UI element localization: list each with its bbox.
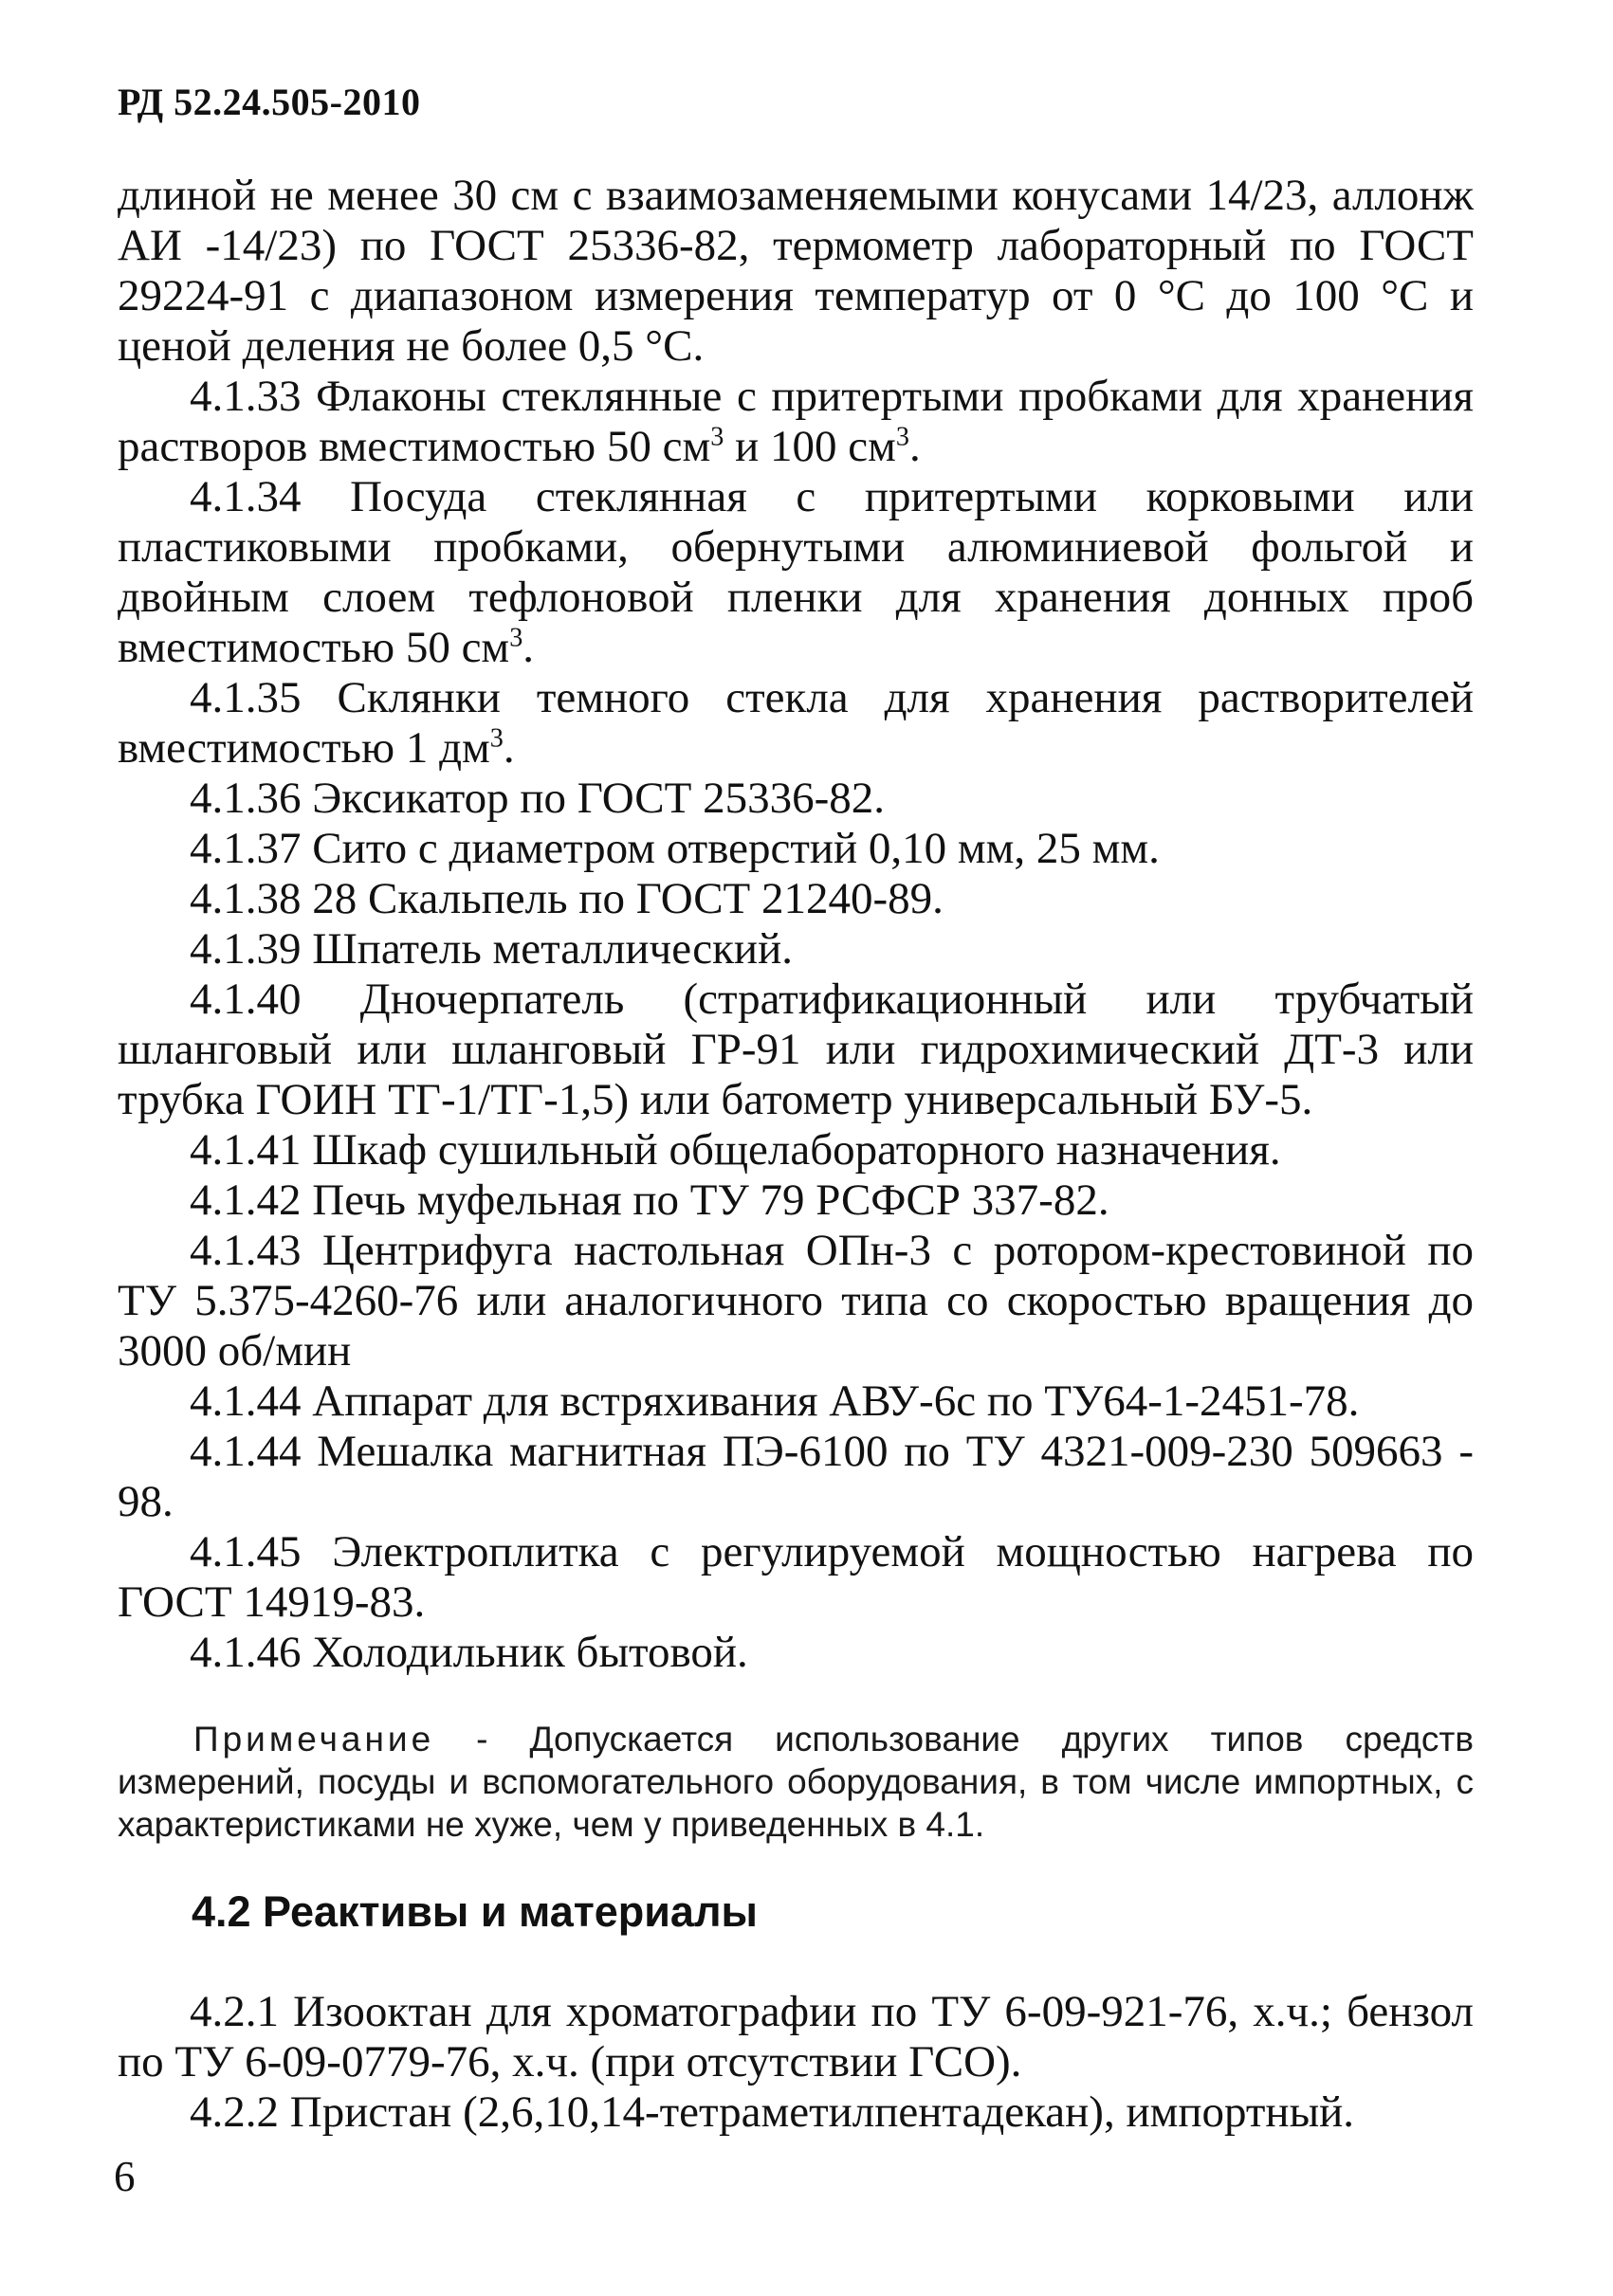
- continuation-paragraph: [118, 171, 1474, 372]
- list-item: 4.1.41 Шкаф сушильный общелабораторного назначения.: [190, 1125, 1281, 1175]
- superscript: 3: [489, 723, 504, 754]
- note-block: [118, 1718, 1474, 1846]
- list-item: 4.1.40 Дночерпатель (стратификационный или трубчатый шланговый или шланговый ГР-91 или гидрохимический ДТ-3 или трубка ГОИН ТГ-1/ТГ-1,5) или батометр универсальный БУ-5.: [118, 975, 1474, 1124]
- list-item: 4.1.45 Электроплитка с регулируемой мощностью нагрева по ГОСТ 14919-83.: [118, 1527, 1474, 1627]
- section-heading: 4.2 Реактивы и материалы: [192, 1887, 758, 1936]
- list-item: 4.1.46 Холодильник бытовой.: [190, 1628, 748, 1677]
- list-item: [118, 472, 1474, 673]
- list-item: 4.1.44 Мешалка магнитная ПЭ-6100 по ТУ 4321-009-230 509663 - 98.: [118, 1427, 1474, 1526]
- list-item: [118, 372, 1474, 472]
- list-item: 4.1.37 Сито с диаметром отверстий 0,10 мм, 25 мм.: [190, 824, 1160, 873]
- continuation-text: длиной не менее 30 см с взаимозаменяемыми конусами 14/23, аллонж АИ -14/23) по ГОСТ 25336-82, термометр лабораторный по ГОСТ 29224-91 с диапазоном измерения температур от 0 °С до 100 °С и ценой деления не более 0,5 °С.: [118, 171, 1474, 371]
- item-text: 4.1.34 Посуда стеклянная с притертыми корковыми или пластиковыми пробками, обернутыми алюминиевой фольгой и двойным слоем тефлоновой пленки для хранения донных проб вместимостью 50 см: [118, 472, 1474, 672]
- list-item: 4.1.44 Аппарат для встряхивания АВУ-6с по ТУ64-1-2451-78.: [190, 1376, 1360, 1426]
- list-item: [118, 673, 1474, 774]
- superscript: 3: [710, 422, 724, 452]
- list-item: 4.1.39 Шпатель металлический.: [190, 924, 793, 974]
- item-text-continued: и 100 см: [724, 422, 896, 471]
- items-4-1-list: [118, 372, 1474, 1678]
- list-item: 4.1.38 28 Скальпель по ГОСТ 21240-89.: [190, 874, 944, 923]
- superscript: 3: [509, 623, 523, 653]
- list-item: 4.2.2 Пристан (2,6,10,14-тетраметилпентадекан), импортный.: [190, 2087, 1355, 2137]
- page-number: 6: [114, 2153, 136, 2200]
- item-tail: .: [522, 623, 535, 672]
- list-item: 4.1.42 Печь муфельная по ТУ 79 РСФСР 337-82.: [190, 1175, 1109, 1225]
- superscript: 3: [895, 422, 909, 452]
- list-item: 4.2.1 Изооктан для хроматографии по ТУ 6-09-921-76, х.ч.; бензол по ТУ 6-09-0779-76, х.ч. (при отсутствии ГСО).: [118, 1987, 1474, 2086]
- item-tail: .: [503, 723, 515, 773]
- item-text: 4.1.33 Флаконы стеклянные с притертыми пробками для хранения растворов вместимостью 50 см: [118, 372, 1474, 471]
- item-text: 4.1.35 Склянки темного стекла для хранения растворителей вместимостью 1 дм: [118, 673, 1474, 773]
- items-4-2-list: [118, 1987, 1474, 2138]
- note-lead: Примечание: [193, 1720, 435, 1758]
- item-tail: .: [908, 422, 921, 471]
- list-item: 4.1.43 Центрифуга настольная ОПн-3 с ротором-крестовиной по ТУ 5.375-4260-76 или аналогичного типа со скоростью вращения до 3000 об/мин: [118, 1226, 1474, 1376]
- list-item: 4.1.36 Эксикатор по ГОСТ 25336-82.: [190, 774, 886, 823]
- note-text: - Допускается использование других типов средств измерений, посуды и вспомогательного оборудования, в том числе импортных, с характеристиками не хуже, чем у приведенных в 4.1.: [118, 1720, 1474, 1844]
- document-code: РД 52.24.505-2010: [118, 81, 421, 123]
